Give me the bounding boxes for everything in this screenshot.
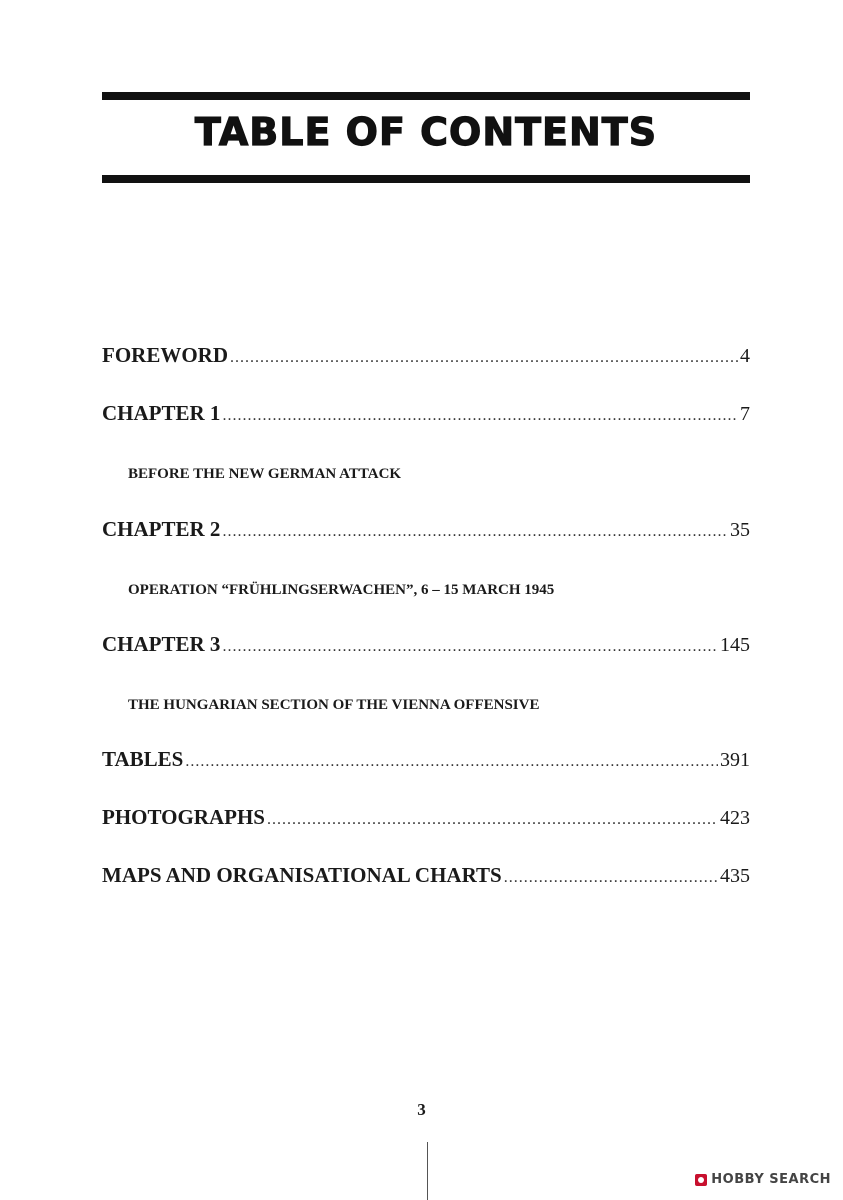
page-gutter-line bbox=[427, 1142, 428, 1200]
toc-entry-page: 35 bbox=[730, 519, 750, 541]
toc-subtitle-chapter-1: BEFORE THE NEW GERMAN ATTACK bbox=[128, 466, 402, 482]
toc-leader-dots bbox=[222, 638, 718, 656]
toc-entry-label: FOREWORD bbox=[102, 343, 228, 367]
toc-leader-dots bbox=[185, 753, 718, 771]
toc-entry-maps bbox=[102, 863, 750, 893]
toc-entry-label: CHAPTER 2 bbox=[102, 517, 221, 541]
toc-entry-chapter-1 bbox=[102, 401, 750, 431]
watermark bbox=[695, 1172, 831, 1187]
toc-entry-foreword bbox=[102, 343, 750, 373]
toc-leader-dots bbox=[230, 349, 738, 367]
toc-entry-tables bbox=[102, 747, 750, 777]
watermark-text: HOBBY SEARCH bbox=[711, 1172, 831, 1187]
toc-entry-label: TABLES bbox=[102, 747, 184, 771]
title-rule-top bbox=[102, 92, 750, 100]
toc-entry-chapter-2 bbox=[102, 517, 750, 547]
page-title: TABLE OF CONTENTS bbox=[194, 110, 658, 154]
toc-entry-chapter-3 bbox=[102, 632, 750, 662]
toc-entry-page: 145 bbox=[720, 634, 750, 656]
toc-entry-page: 7 bbox=[740, 403, 750, 425]
toc-entry-label: MAPS AND ORGANISATIONAL CHARTS bbox=[102, 863, 502, 887]
toc-entry-page: 435 bbox=[720, 865, 750, 887]
toc-entry-page: 391 bbox=[720, 749, 750, 771]
toc-entry-label: PHOTOGRAPHS bbox=[102, 805, 265, 829]
toc-entry-page: 423 bbox=[720, 807, 750, 829]
title-rule-bottom bbox=[102, 175, 750, 183]
toc-subtitle-chapter-2: OPERATION “FRÜHLINGSERWACHEN”, 6 – 15 MARCH 1945 bbox=[128, 582, 555, 598]
page-number: 3 bbox=[417, 1100, 426, 1119]
toc-leader-dots bbox=[222, 407, 738, 425]
toc-leader-dots bbox=[267, 811, 718, 829]
toc-entry-page: 4 bbox=[740, 345, 750, 367]
hobbysearch-logo-icon bbox=[695, 1174, 707, 1186]
toc-leader-dots bbox=[222, 523, 728, 541]
toc-subtitle-chapter-3: THE HUNGARIAN SECTION OF THE VIENNA OFFENSIVE bbox=[128, 697, 540, 713]
toc-entry-label: CHAPTER 1 bbox=[102, 401, 221, 425]
toc-entry-label: CHAPTER 3 bbox=[102, 632, 221, 656]
toc-entry-photographs bbox=[102, 805, 750, 835]
toc-leader-dots bbox=[504, 869, 718, 887]
